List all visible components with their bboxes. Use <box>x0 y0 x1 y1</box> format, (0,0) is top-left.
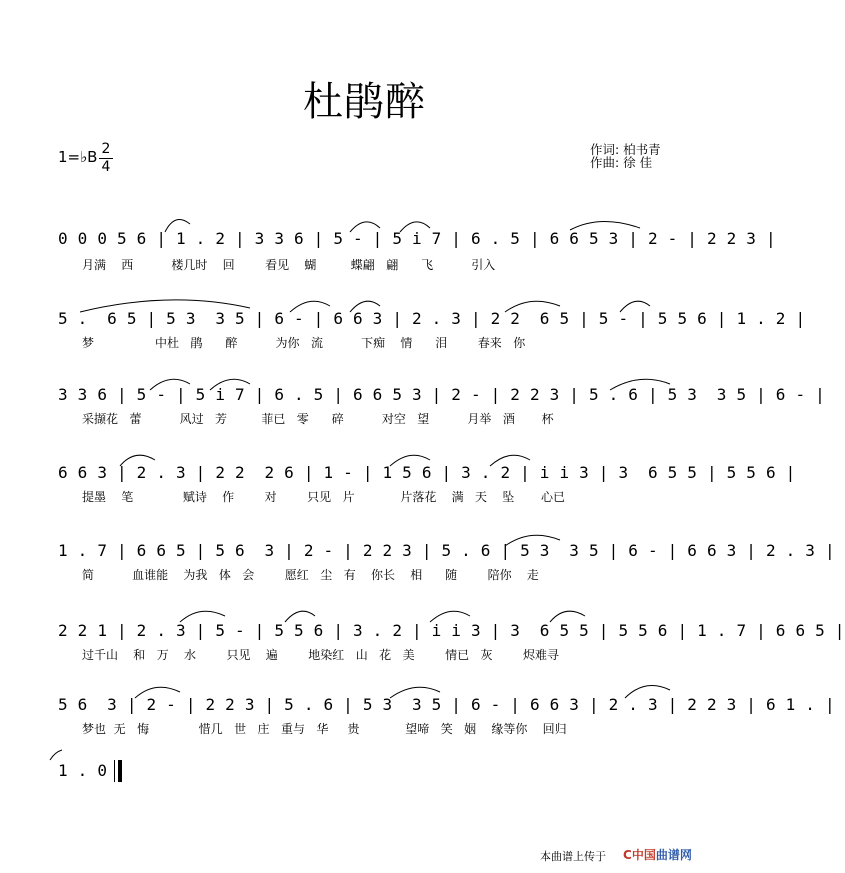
notes-system-5: 1 . 7 | 6 6 5 | 5 6 3 | 2 - | 2 2 3 | 5 . 6 | 5 3 3 5 | 6 - | 6 6 3 | 2 . 3 | <box>58 541 835 560</box>
lyricist: 作词: 柏书青 <box>590 142 661 157</box>
upload-notice: 本曲谱上传于 <box>540 850 606 863</box>
final-barline-thin <box>114 760 115 782</box>
notes-system-4: 6 6 3 | 2 . 3 | 2 2 2 6 | 1 - | 1 5 6 | 3 . 2 | i i 3 | 3 6 5 5 | 5 5 6 | <box>58 463 796 482</box>
logo-name: 中国 <box>631 848 656 862</box>
final-barline-thick <box>118 760 122 782</box>
song-title: 杜鹃醉 <box>303 79 426 125</box>
notes-system-8: 1 . 0 <box>58 761 108 780</box>
composer: 作曲: 徐 佳 <box>590 155 653 170</box>
notes-system-7: 5 6 3 | 2 - | 2 2 3 | 5 . 6 | 5 3 3 5 | 6 - | 6 6 3 | 2 . 3 | 2 2 3 | 6 1 . | <box>58 695 835 714</box>
logo-rest: 曲谱网 <box>655 848 692 862</box>
credits <box>590 143 661 169</box>
meter-bottom: 4 <box>101 159 111 175</box>
notes-system-2: 5 . 6 5 | 5 3 3 5 | 6 - | 6 6 3 | 2 . 3 | 2 2 6 5 | 5 - | 5 5 6 | 1 . 2 | <box>58 309 806 328</box>
meter-top: 2 <box>101 141 111 157</box>
slurs-system-8 <box>50 744 680 774</box>
lyrics-system-3: 采撷花 蕾 风过 芳 菲已 零 碎 对空 望 月举 酒 杯 <box>82 412 554 426</box>
lyrics-system-2: 梦 中杜 鹃 醉 为你 流 下痴 情 泪 春来 你 <box>82 336 526 350</box>
notes-system-6: 2 2 1 | 2 . 3 | 5 - | 5 5 6 | 3 . 2 | i i 3 | 3 6 5 5 | 5 5 6 | 1 . 7 | 6 6 5 | <box>58 621 845 640</box>
lyrics-system-4: 提墨 笔 赋诗 作 对 只见 片 片落花 满 天 坠 心已 <box>82 490 566 504</box>
logo-c: C <box>623 848 632 862</box>
lyrics-system-5: 简 血谁能 为我 体 会 愿红 尘 有 你长 相 随 陪你 走 <box>82 568 539 582</box>
lyrics-system-7: 梦也 无 悔 惜几 世 庄 重与 华 贵 望啼 笑 姻 缘等你 回归 <box>82 722 567 736</box>
lyrics-system-1: 月满 西 楼几时 回 看见 蝴 蝶翩 翩 飞 引入 <box>82 258 496 272</box>
notes-system-3: 3 3 6 | 5 - | 5 i 7 | 6 . 5 | 6 6 5 3 | 2 - | 2 2 3 | 5 . 6 | 5 3 3 5 | 6 - | <box>58 385 825 404</box>
notes-system-1: 0 0 0 5 6 | 1 . 2 | 3 3 6 | 5 - | 5 i 7 | 6 . 5 | 6 6 5 3 | 2 - | 2 2 3 | <box>58 229 776 248</box>
lyrics-system-6: 过千山 和 万 水 只见 遍 地染红 山 花 美 情已 灰 烬难寻 <box>82 648 560 662</box>
site-logo <box>623 846 692 863</box>
time-signature <box>99 142 113 175</box>
key-signature: 1=♭B <box>58 148 98 166</box>
